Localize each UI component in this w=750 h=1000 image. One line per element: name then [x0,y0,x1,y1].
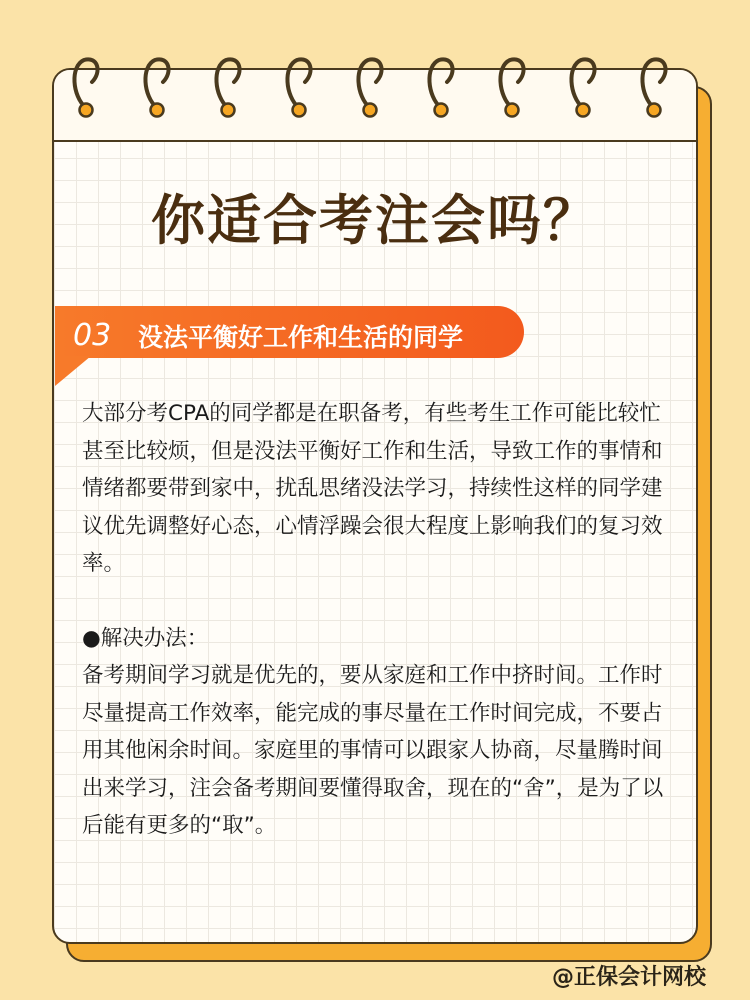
section-number: 03 [73,318,112,353]
notebook-header-strip [54,70,696,142]
solution-paragraph: 备考期间学习就是优先的，要从家庭和工作中挤时间。工作时尽量提高工作效率，能完成的事尽量在工作时间完成，不要占用其他闲余时间。家庭里的事情可以跟家人协商，尽量腾时间出来学习，注会备考期间要懂得取舍，现在的“舍”，是为了以后能有更多的“取”。 [82,663,664,838]
banner-fold-tail [55,356,91,386]
solution-label: ●解决办法： [82,626,209,651]
problem-paragraph: 大部分考CPA的同学都是在职备考，有些考生工作可能比较忙甚至比较烦，但是没法平衡好工作和生活，导致工作的事情和情绪都要带到家中，扰乱思绪没法学习，持续性这样的同学建议优先调整好心态，心情浮躁会很大程度上影响我们的复习效率。 [82,401,663,576]
page-title: 你适合考注会吗？ [151,189,599,252]
brand-watermark: @正保会计网校 [551,965,706,990]
section-heading: 没法平衡好工作和生活的同学 [138,323,464,352]
